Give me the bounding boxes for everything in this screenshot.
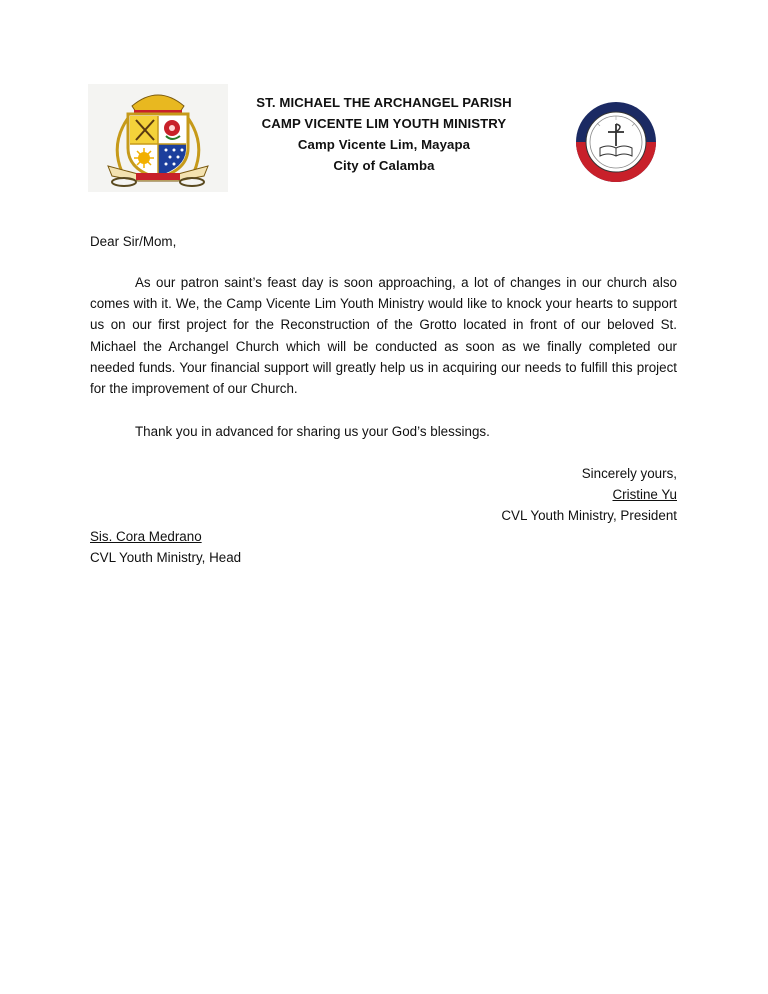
address-line: Camp Vicente Lim, Mayapa [297,137,471,152]
city-line: City of Calamba [333,158,435,173]
letter-header [0,84,768,194]
closing-phrase: Sincerely yours, [581,466,677,481]
head-name: Sis. Cora Medrano [90,529,202,544]
parish-coat-of-arms-logo [88,84,228,192]
parish-name: ST. MICHAEL THE ARCHANGEL PARISH [256,95,512,110]
signer-title: CVL Youth Ministry, President [501,508,677,524]
signer-name: Cristine Yu [612,487,677,503]
body-paragraph-1: As our patron saint’s feast day is soon approaching, a lot of changes in our church also comes with it. We, the Camp Vicente Lim Youth Ministry would like to knock your hearts to support us on our first project for the Reconstruction of the Grotto located in front of our beloved St. Michael the Archangel Church which will be conducted as soon as we finally completed our needed funds. Your financial support will greatly help us in acquiring our needs to fulfill this project for the improvement of our Church. [90,275,677,397]
head-title: CVL Youth Ministry, Head [90,550,242,566]
head-signature-block [90,526,241,568]
body-paragraph-2: Thank you in advanced for sharing us your God’s blessings. [135,424,490,439]
salutation: Dear Sir/Mom, [90,234,177,249]
ministry-name: CAMP VICENTE LIM YOUTH MINISTRY [261,116,507,131]
letterhead-text [234,92,534,176]
signature-block [501,463,677,527]
youth-ministry-seal-logo [570,96,662,188]
